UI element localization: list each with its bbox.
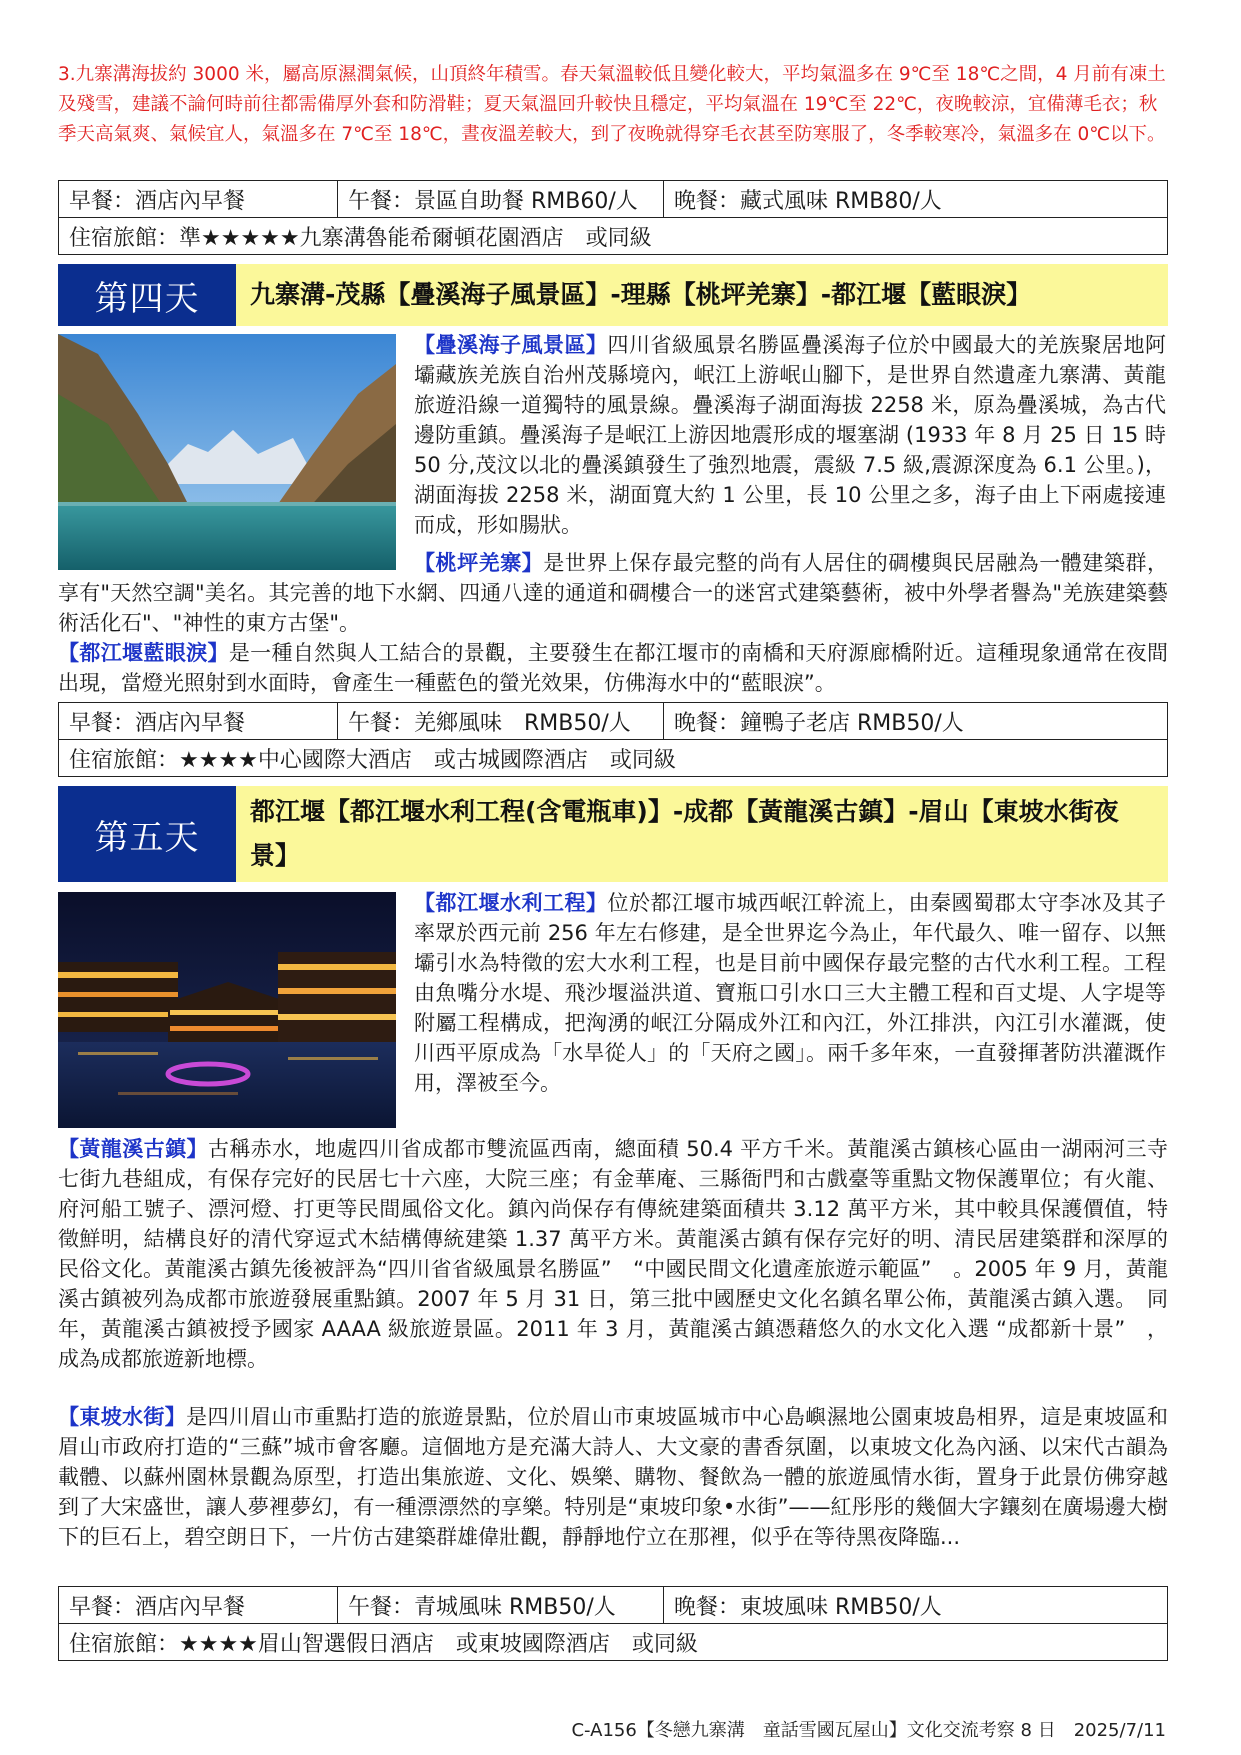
- dongpo-heading: 【東坡水街】: [58, 1405, 187, 1429]
- hotel-cell: 住宿旅館：準★★★★★九寨溝魯能希爾頓花園酒店 或同級: [59, 218, 1168, 255]
- dinner-cell: 晚餐：鐘鴨子老店 RMB50/人: [664, 703, 1168, 740]
- day5-paragraph-dujiangyan: [414, 888, 1166, 1098]
- hotel-cell: 住宿旅館：★★★★眉山智選假日酒店 或東坡國際酒店 或同級: [59, 1624, 1168, 1661]
- dinner-cell: 晚餐：藏式風味 RMB80/人: [664, 181, 1168, 218]
- lunch-cell: 午餐：青城風味 RMB50/人: [338, 1587, 664, 1624]
- dinner-cell: 晚餐：東坡風味 RMB50/人: [664, 1587, 1168, 1624]
- huanglongxi-heading: 【黃龍溪古鎮】: [58, 1137, 208, 1161]
- day4-label: 第四天: [58, 264, 236, 326]
- diexi-heading: 【疊溪海子風景區】: [414, 333, 608, 357]
- blue-tears-body: 是一種自然與人工結合的景觀，主要發生在都江堰市的南橋和天府源廊橋附近。這種現象通常在夜間出現，當燈光照射到水面時，會產生一種藍色的螢光效果，仿佛海水中的“藍眼淚”。: [58, 641, 1169, 695]
- dujiangyan-heading: 【都江堰水利工程】: [414, 891, 608, 915]
- day4-paragraph-blue-tears: [58, 638, 1168, 698]
- day3-meal-table: [58, 180, 1168, 255]
- day4-title: 九寨溝-茂縣【疊溪海子風景區】-理縣【桃坪羌寨】-都江堰【藍眼淚】: [250, 280, 1032, 309]
- lunch-cell: 午餐：景區自助餐 RMB60/人: [338, 181, 664, 218]
- page-footer: C-A156【冬戀九寨溝 童話雪國瓦屋山】文化交流考察 8 日 2025/7/11: [571, 1720, 1166, 1741]
- climate-note: 3.九寨溝海拔約 3000 米，屬高原濕潤氣候，山頂終年積雪。春天氣溫較低且變化較大，平均氣溫多在 9℃至 18℃之間，4 月前有凍土及殘雪，建議不論何時前往都需備厚外套和防滑鞋；夏天氣溫回升較快且穩定，平均氣溫在 19℃至 22℃，夜晚較涼，宜備薄毛衣；秋季天高氣爽、氣候宜人，氣溫多在 7℃至 18℃，晝夜溫差較大，到了夜晚就得穿毛衣甚至防寒服了，冬季較寒冷，氣溫多在 0℃以下。: [58, 64, 1166, 145]
- dujiangyan-body: 位於都江堰市城西岷江幹流上，由秦國蜀郡太守李冰及其子率眾於西元前 256 年左右修建，是全世界迄今為止，年代最久、唯一留存、以無壩引水為特徵的宏大水利工程，也是目前中國保存最完整的古代水利工程。工程由魚嘴分水堤、飛沙堰溢洪道、寶瓶口引水口三大主體工程和百丈堤、人字堤等附屬工程構成，把洶湧的岷江分隔成外江和內江，外江排洪，內江引水灌溉，使川西平原成為「水旱從人」的「天府之國」。兩千多年來，一直發揮著防洪灌溉作用，澤被至今。: [414, 891, 1166, 1095]
- day5-title: 都江堰【都江堰水利工程(含電瓶車)】-成都【黃龍溪古鎮】-眉山【東坡水街夜景】: [250, 797, 1119, 870]
- day5-meal-table: [58, 1586, 1168, 1661]
- diexi-lake-photo: [58, 334, 396, 570]
- huanglongxi-body: 古稱赤水，地處四川省成都市雙流區西南，總面積 50.4 平方千米。黃龍溪古鎮核心區由一湖兩河三寺七街九巷組成，有保存完好的民居七十六座，大院三座；有金華庵、三縣衙門和古戲臺等重點文物保護單位；有火龍、府河船工號子、漂河燈、打更等民間風俗文化。鎮內尚保存有傳統建築面積共 3.12 萬平方米，其中較具保護價值，特徵鮮明，結構良好的清代穿逗式木結構傳統建築 1.37 萬平方米。黃龍溪古鎮有保存完好的明、清民居建築群和深厚的民俗文化。黃龍溪古鎮先後被評為“四川省省級風景名勝區” “中國民間文化遺產旅遊示範區” 。2005 年 9 月，黃龍溪古鎮被列為成都市旅遊發展重點鎮。2007 年 5 月 31 日，第三批中國歷史文化名鎮名單公佈，黃龍溪古鎮入選。 同年，黃龍溪古鎮被授予國家 AAAA 級旅遊景區。2011 年 3 月，黃龍溪古鎮憑藉悠久的水文化入選 “成都新十景” ，成為成都旅遊新地標。: [58, 1137, 1169, 1371]
- diexi-body: 四川省級風景名勝區疊溪海子位於中國最大的羌族聚居地阿壩藏族羌族自治州茂縣境內，岷江上游岷山腳下，是世界自然遺產九寨溝、黃龍旅遊沿線一道獨特的風景線。疊溪海子湖面海拔 2258 米，原為疊溪城，為古代邊防重鎮。疊溪海子是岷江上游因地震形成的堰塞湖 (1933 年 8 月 25 日 15 時 50 分,茂汶以北的疊溪鎮發生了強烈地震，震級 7.5 級,震源深度為 6.1 公里。)，湖面海拔 2258 米，湖面寬大約 1 公里，長 10 公里之多，海子由上下兩處接連而成，形如腸狀。: [414, 333, 1166, 537]
- breakfast-cell: 早餐：酒店內早餐: [59, 181, 338, 218]
- breakfast-cell: 早餐：酒店內早餐: [59, 1587, 338, 1624]
- day4-meal-table: [58, 702, 1168, 777]
- breakfast-cell: 早餐：酒店內早餐: [59, 703, 338, 740]
- day5-paragraph-dongpo: [58, 1402, 1168, 1552]
- lunch-cell: 午餐：羌鄉風味 RMB50/人: [338, 703, 664, 740]
- taoping-body: 是世界上保存最完整的尚有人居住的碉樓與民居融為一體建築群，享有"天然空調"美名。其完善的地下水網、四通八達的通道和碉樓合一的迷宮式建築藝術，被中外學者譽為"羌族建築藝術活化石"、"神性的東方古堡"。: [58, 551, 1169, 635]
- dongpo-body: 是四川眉山市重點打造的旅遊景點，位於眉山市東坡區城市中心島嶼濕地公園東坡島相界，這是東坡區和眉山市政府打造的“三蘇”城市會客廳。這個地方是充滿大詩人、大文豪的書香氛圍，以東坡文化為內涵、以宋代古韻為載體、以蘇州園林景觀為原型，打造出集旅遊、文化、娛樂、購物、餐飲為一體的旅遊風情水街，置身于此景仿佛穿越到了大宋盛世，讓人夢裡夢幻，有一種漂漂然的享樂。特別是“東坡印象•水街”——紅彤彤的幾個大字鑲刻在廣場邊大樹下的巨石上，碧空朗日下，一片仿古建築群雄偉壯觀，靜靜地佇立在那裡，似乎在等待黑夜降臨...: [58, 1405, 1169, 1549]
- hotel-cell: 住宿旅館：★★★★中心國際大酒店 或古城國際酒店 或同級: [59, 740, 1168, 777]
- blue-tears-heading: 【都江堰藍眼淚】: [58, 641, 229, 665]
- day4-paragraph-taoping: [58, 548, 1168, 638]
- day4-header: [58, 264, 1168, 326]
- day5-header: [58, 786, 1168, 882]
- day5-paragraph-huanglongxi: [58, 1134, 1168, 1374]
- day5-label: 第五天: [58, 786, 236, 882]
- taoping-heading: 【桃坪羌寨】: [414, 551, 544, 575]
- night-town-photo: [58, 892, 396, 1128]
- day4-paragraph-diexi: [414, 330, 1166, 540]
